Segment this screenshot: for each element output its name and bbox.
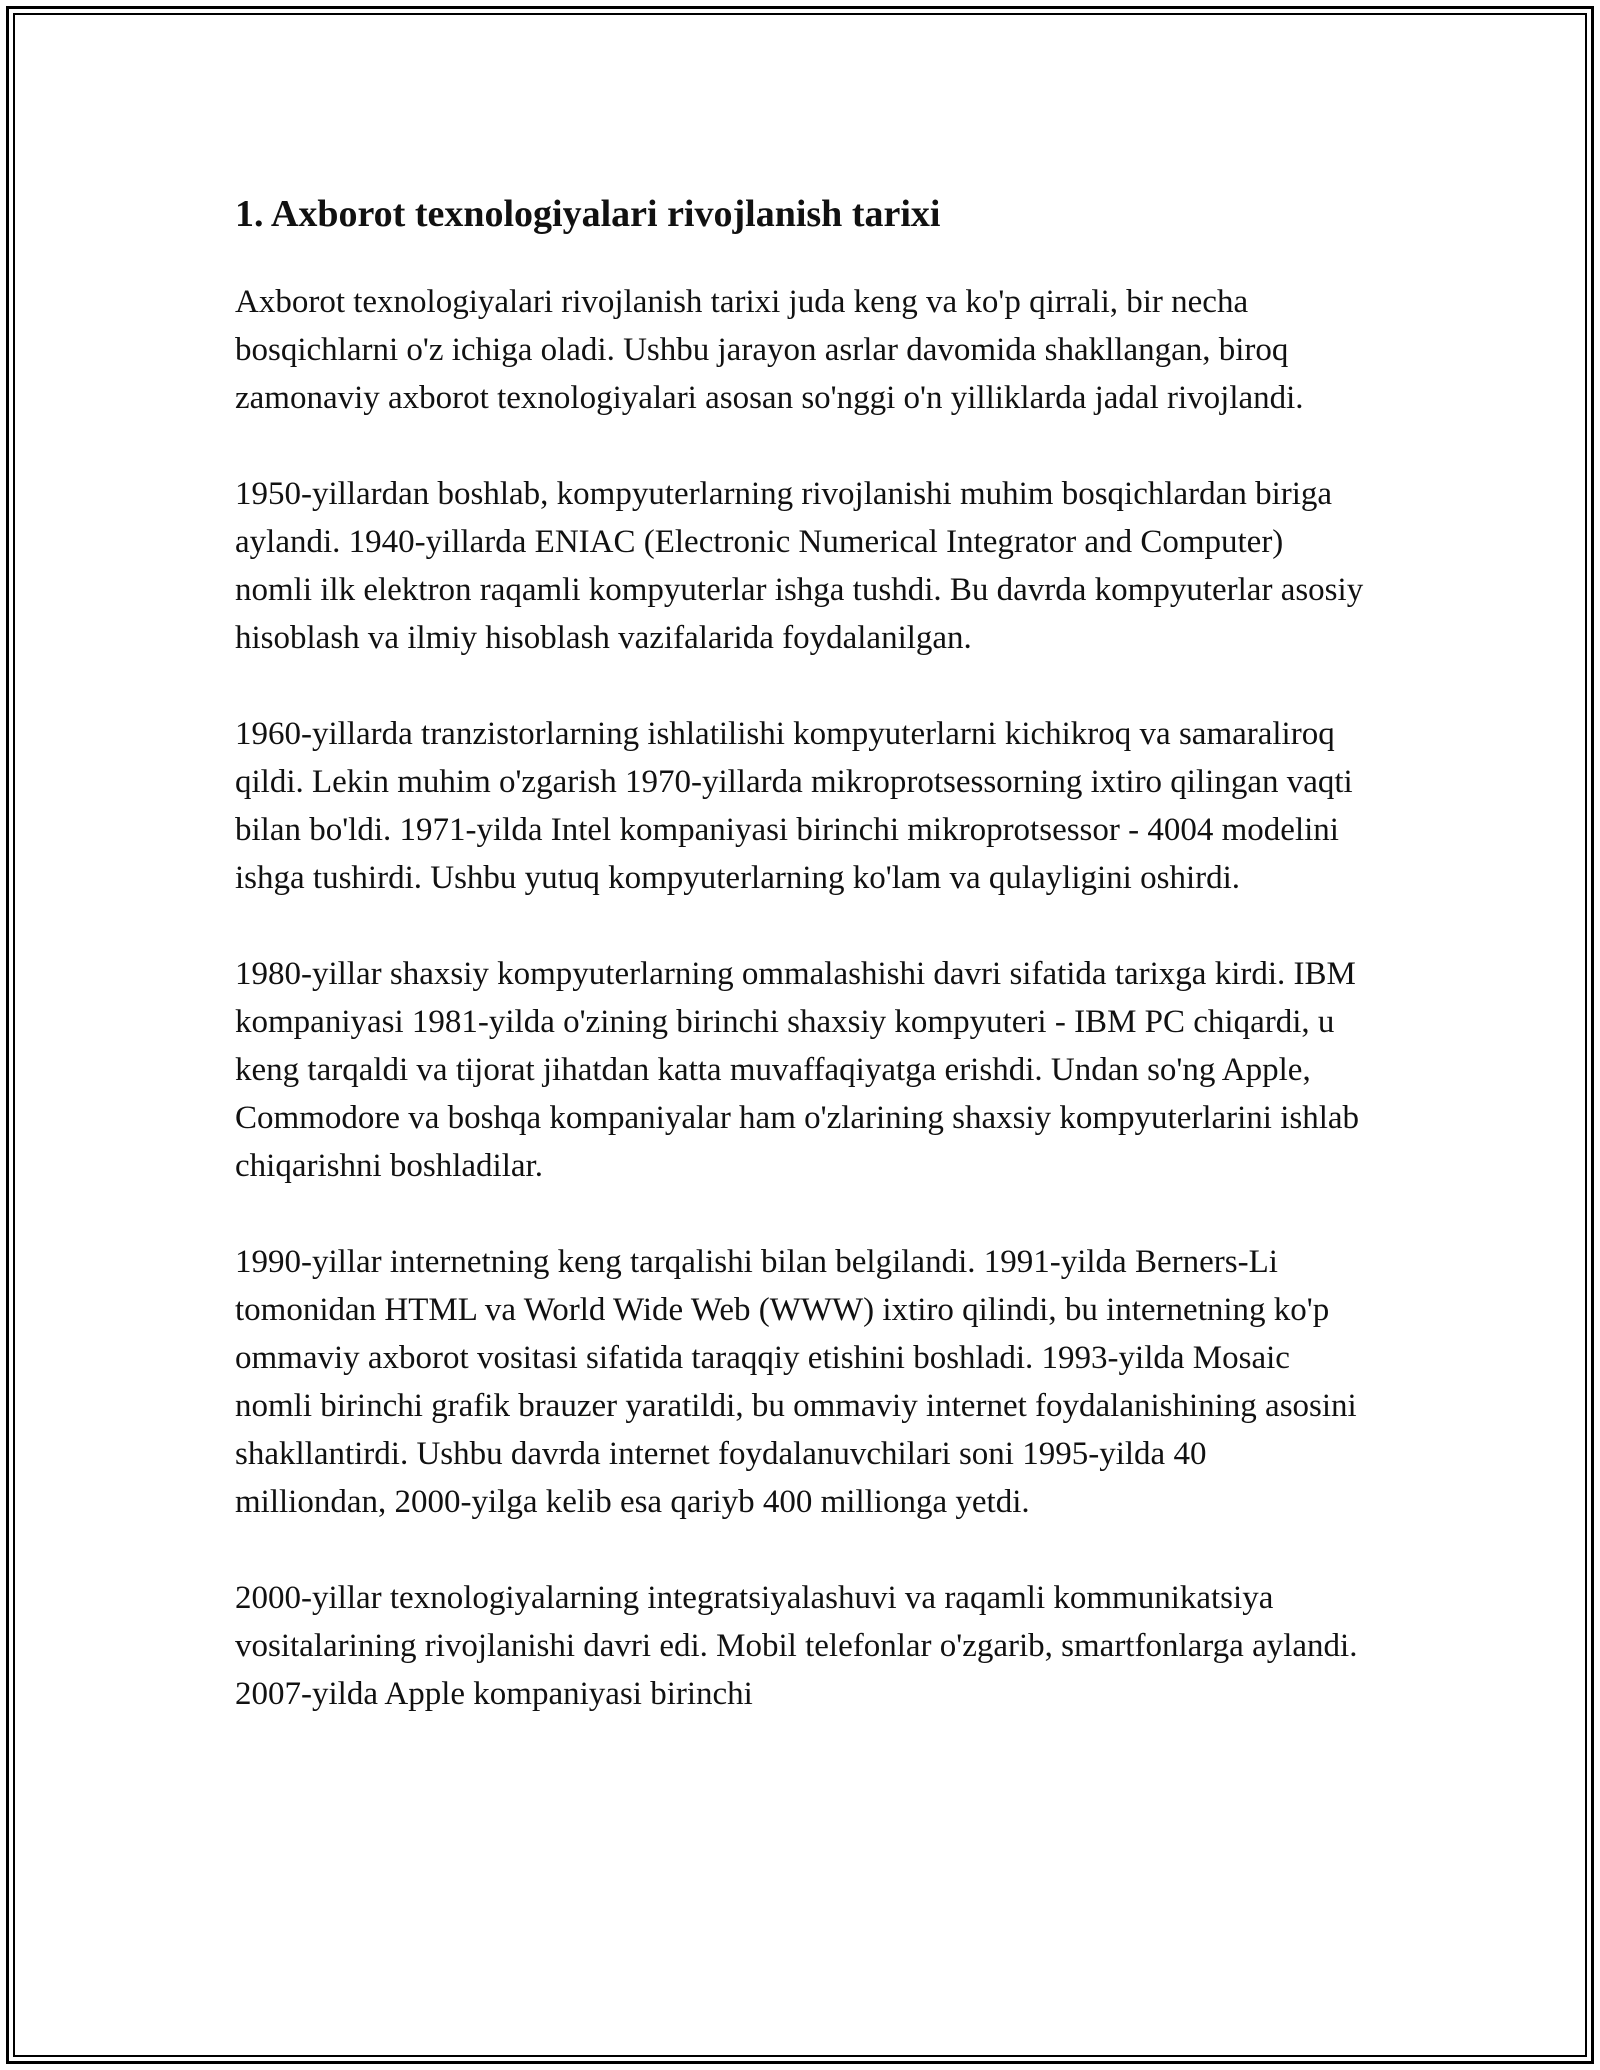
paragraph-2000s: 2000-yillar texnologiyalarning integratsiyalashuvi va raqamli kommunikatsiya vositalarining rivojlanishi davri edi. Mobil telefonlar o'zgarib, smartfonlarga aylandi. 2007-yilda Apple kompaniyasi birinchi xyxy=(235,1580,1358,1712)
document-body xyxy=(235,180,1365,1766)
section-heading: 1. Axborot texnologiyalari rivojlanish tarixi xyxy=(235,193,941,235)
paragraph-1990s: 1990-yillar internetning keng tarqalishi bilan belgilandi. 1991-yilda Berners-Li tomonidan HTML va World Wide Web (WWW) ixtiro qilindi, bu internetning ko'p ommaviy axborot vositasi sifatida taraqqiy etishini boshladi. 1993-yilda Mosaic nomli birinchi grafik brauzer yaratildi, bu ommaviy internet foydalanishining asosini shakllantirdi. Ushbu davrda internet foydalanuvchilari soni 1995-yilda 40 milliondan, 2000-yilga kelib esa qariyb 400 millionga yetdi. xyxy=(235,1244,1357,1520)
paragraph-intro: Axborot texnologiyalari rivojlanish tarixi juda keng va ko'p qirrali, bir necha bosqichlarni o'z ichiga oladi. Ushbu jarayon asrlar davomida shakllangan, biroq zamonaviy axborot texnologiyalari asosan so'nggi o'n yilliklarda jadal rivojlandi. xyxy=(235,284,1304,416)
paragraph-1950s: 1950-yillardan boshlab, kompyuterlarning rivojlanishi muhim bosqichlardan biriga aylandi. 1940-yillarda ENIAC (Electronic Numerical Integrator and Computer) nomli ilk elektron raqamli kompyuterlar ishga tushdi. Bu davrda kompyuterlar asosiy hisoblash va ilmiy hisoblash vazifalarida foydalanilgan. xyxy=(235,476,1364,656)
paragraph-1960s: 1960-yillarda tranzistorlarning ishlatilishi kompyuterlarni kichikroq va samaraliroq qildi. Lekin muhim o'zgarish 1970-yillarda mikroprotsessorning ixtiro qilingan vaqti bilan bo'ldi. 1971-yilda Intel kompaniyasi birinchi mikroprotsessor - 4004 modelini ishga tushirdi. Ushbu yutuq kompyuterlarning ko'lam va qulayligini oshirdi. xyxy=(235,716,1353,896)
paragraph-1980s: 1980-yillar shaxsiy kompyuterlarning ommalashishi davri sifatida tarixga kirdi. IBM kompaniyasi 1981-yilda o'zining birinchi shaxsiy kompyuteri - IBM PC chiqardi, u keng tarqaldi va tijorat jihatdan katta muvaffaqiyatga erishdi. Undan so'ng Apple, Commodore va boshqa kompaniyalar ham o'zlarining shaxsiy kompyuterlarini ishlab chiqarishni boshladilar. xyxy=(235,956,1360,1184)
